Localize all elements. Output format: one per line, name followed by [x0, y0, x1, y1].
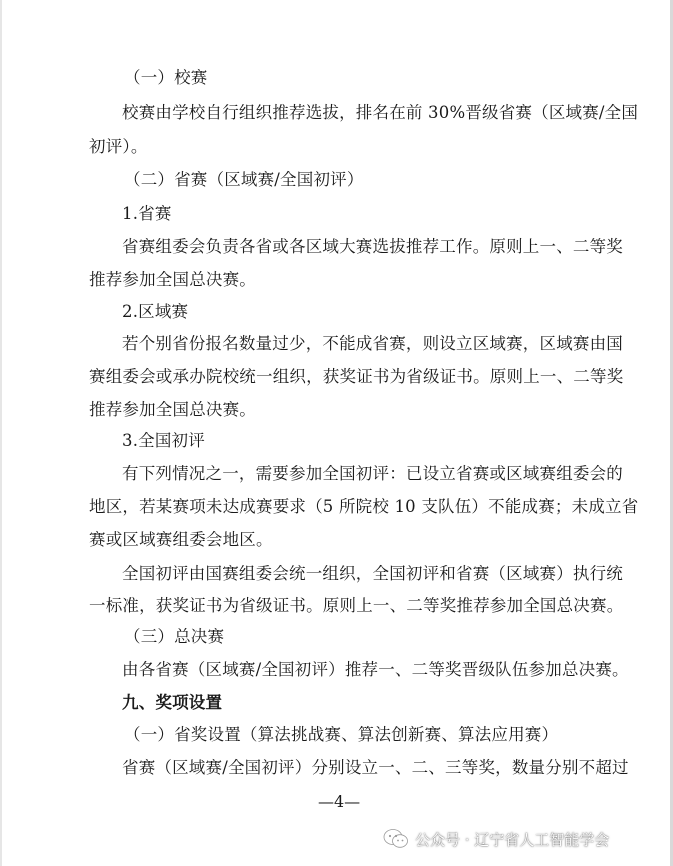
- paragraph-line: 省赛（区域赛/全国初评）分别设立一、二、三等奖，数量分别不超过: [122, 758, 629, 777]
- watermark: [383, 826, 609, 852]
- paragraph-line: 赛组委会或承办院校统一组织，获奖证书为省级证书。原则上一、二等奖: [89, 367, 624, 386]
- paragraph-line: 赛或区域赛组委会地区。: [89, 530, 273, 549]
- paragraph-line: 由各省赛（区域赛/全国初评）推荐一、二等奖晋级队伍参加总决赛。: [122, 660, 629, 679]
- watermark-text: 公众号 · 辽宁省人工智能学会: [415, 830, 610, 849]
- section-heading: （二）省赛（区域赛/全国初评）: [124, 170, 364, 189]
- section-heading: （一）省奖设置（算法挑战赛、算法创新赛、算法应用赛）: [124, 725, 559, 744]
- subsection-heading: 2.区域赛: [122, 302, 189, 321]
- section-heading: （三）总决赛: [124, 627, 225, 646]
- paragraph-line: 校赛由学校自行组织推荐选拔，排名在前 30%晋级省赛（区域赛/全国: [122, 103, 639, 122]
- paragraph-line: 推荐参加全国总决赛。: [89, 270, 256, 289]
- page-number: —4—: [318, 792, 361, 811]
- paragraph-line: 若个别省份报名数量过少，不能成省赛，则设立区域赛，区域赛由国: [122, 334, 623, 353]
- paragraph-line: 地区，若某赛项未达成赛要求（5 所院校 10 支队伍）不能成赛；未成立省: [89, 497, 639, 516]
- paragraph-line: 一标准，获奖证书为省级证书。原则上一、二等奖推荐参加全国总决赛。: [89, 596, 624, 615]
- subsection-heading: 3.全国初评: [122, 431, 205, 450]
- paragraph-line: 初评）。: [89, 137, 148, 156]
- wechat-icon: [383, 828, 409, 850]
- chapter-heading: 九、奖项设置: [122, 693, 223, 712]
- paragraph-line: 全国初评由国赛组委会统一组织，全国初评和省赛（区域赛）执行统: [122, 564, 623, 583]
- paragraph-line: 有下列情况之一，需要参加全国初评：已设立省赛或区域赛组委会的: [122, 464, 623, 483]
- section-heading: （一）校赛: [124, 68, 208, 87]
- paragraph-line: 推荐参加全国总决赛。: [89, 400, 256, 419]
- paragraph-line: 省赛组委会负责各省或各区域大赛选拔推荐工作。原则上一、二等奖: [122, 237, 623, 256]
- subsection-heading: 1.省赛: [122, 204, 172, 223]
